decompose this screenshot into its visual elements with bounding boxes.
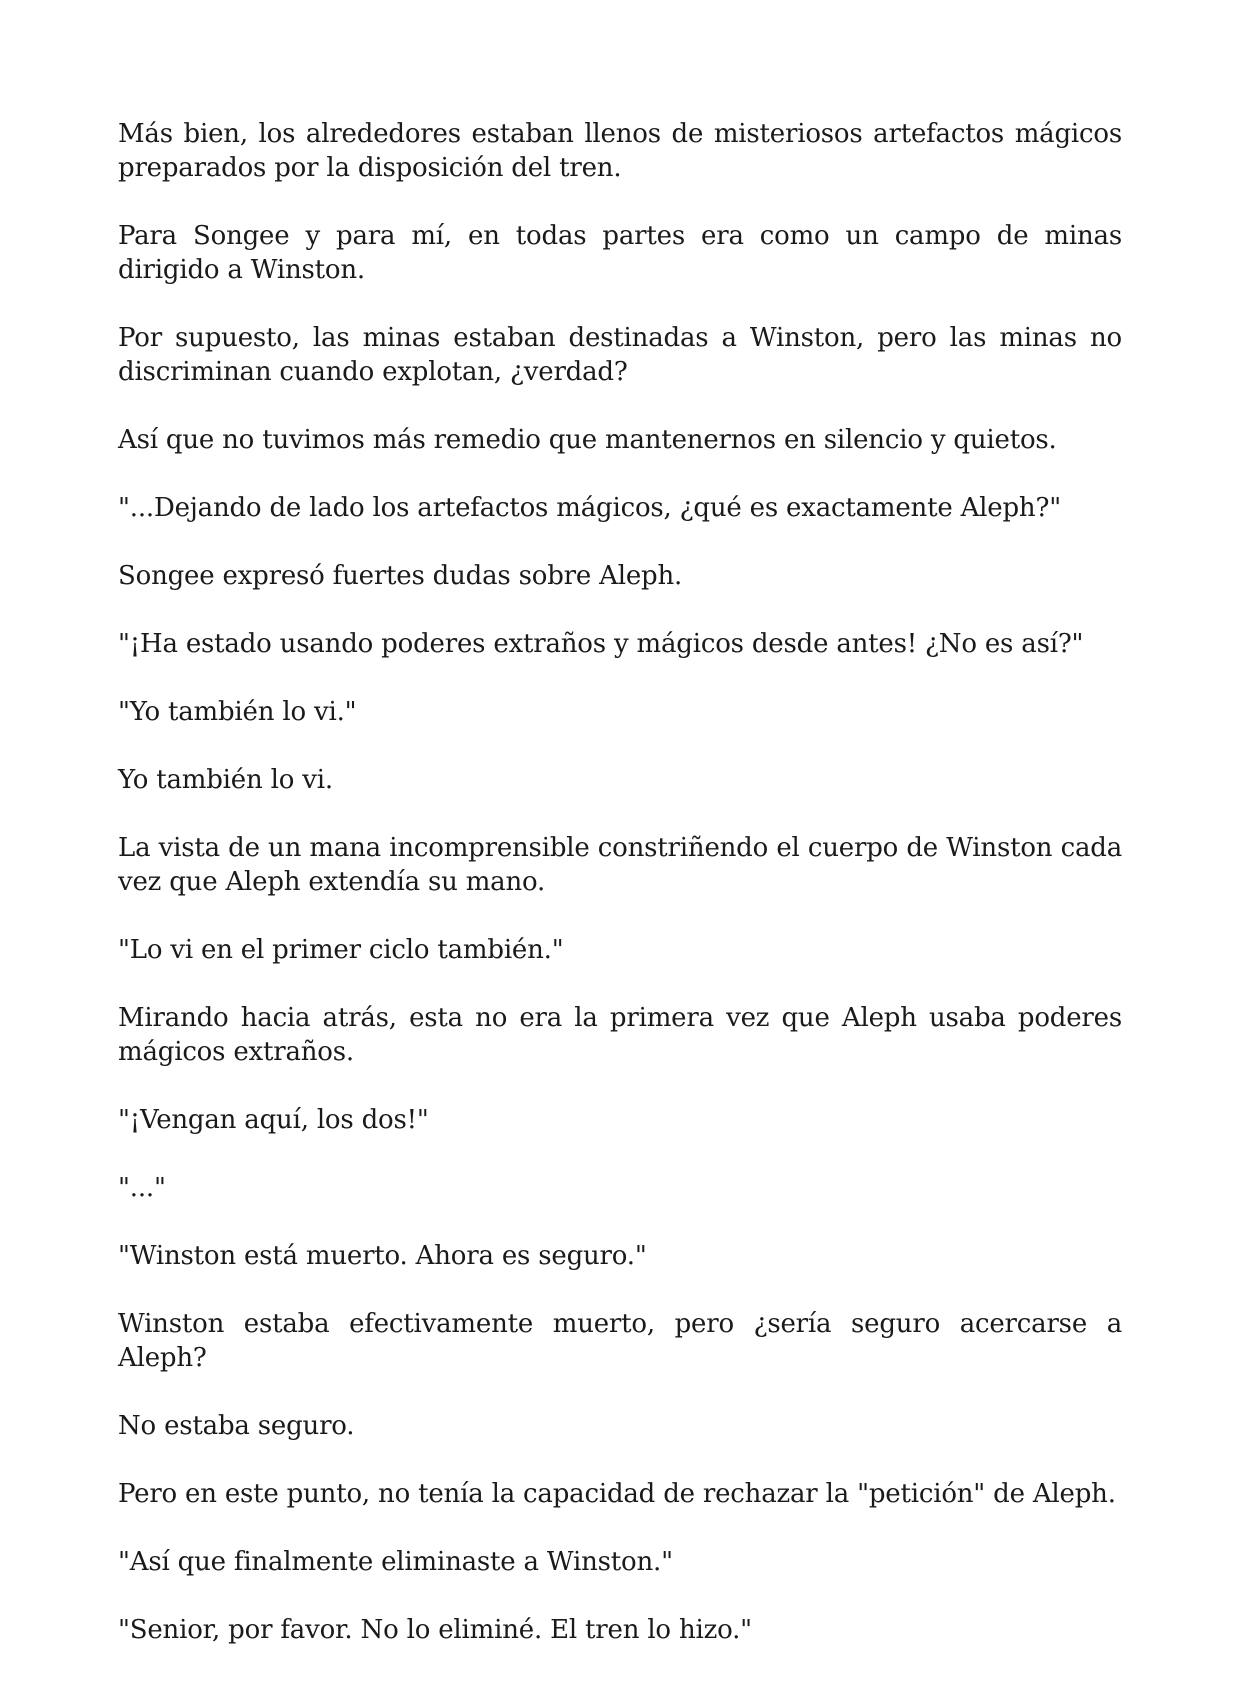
paragraph: "¡Vengan aquí, los dos!" [118,1105,429,1135]
paragraph: "..." [118,1173,166,1203]
paragraph: "Winston está muerto. Ahora es seguro." [118,1241,647,1271]
paragraph: La vista de un mana incomprensible constriñendo el cuerpo de Winston cada vez que Aleph extendía su mano. [118,833,1122,897]
paragraph: "Yo también lo vi." [118,697,357,727]
paragraph: Más bien, los alrededores estaban llenos de misteriosos artefactos mágicos preparados por la disposición del tren. [118,119,1122,183]
paragraph: No estaba seguro. [118,1411,355,1441]
body-text [118,117,1122,1681]
paragraph: Para Songee y para mí, en todas partes era como un campo de minas dirigido a Winston. [118,221,1122,285]
paragraph: "Senior, por favor. No lo eliminé. El tren lo hizo." [118,1615,752,1645]
paragraph: Pero en este punto, no tenía la capacidad de rechazar la "petición" de Aleph. [118,1479,1116,1509]
paragraph: Por supuesto, las minas estaban destinadas a Winston, pero las minas no discriminan cuando explotan, ¿verdad? [118,323,1122,387]
paragraph: "Así que finalmente eliminaste a Winston." [118,1547,673,1577]
paragraph: "¡Ha estado usando poderes extraños y mágicos desde antes! ¿No es así?" [118,629,1084,659]
paragraph: "Lo vi en el primer ciclo también." [118,935,564,965]
paragraph: Mirando hacia atrás, esta no era la primera vez que Aleph usaba poderes mágicos extraños. [118,1003,1122,1067]
paragraph: Así que no tuvimos más remedio que mantenernos en silencio y quietos. [118,425,1057,455]
paragraph: "...Dejando de lado los artefactos mágicos, ¿qué es exactamente Aleph?" [118,493,1061,523]
paragraph: Winston estaba efectivamente muerto, pero ¿sería seguro acercarse a Aleph? [118,1309,1122,1373]
paragraph: Yo también lo vi. [118,765,333,795]
paragraph: Songee expresó fuertes dudas sobre Aleph. [118,561,683,591]
